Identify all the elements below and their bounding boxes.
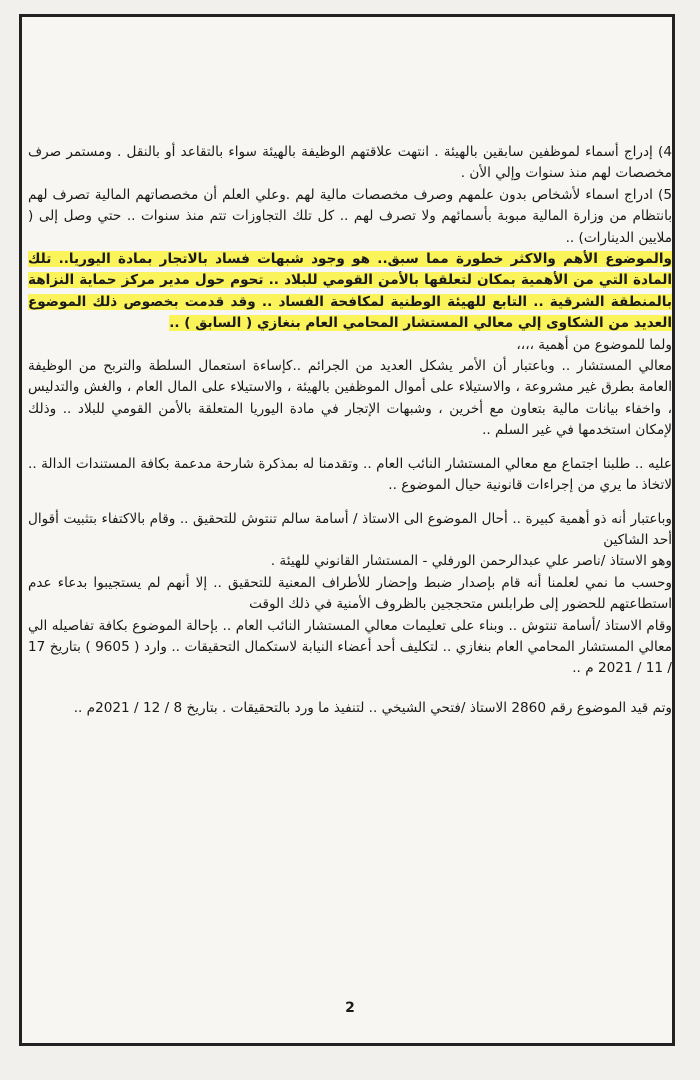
document-body bbox=[28, 142, 672, 719]
highlighted-paragraph bbox=[28, 249, 672, 335]
paragraph-meeting: عليه .. طلبنا اجتماع مع معالي المستشار النائب العام .. وتقدمنا له بمذكرة شارحة مدعمة بكافة المستندات الدالة .. لاتخاذ ما يري من إجراءات قانونية حيال الموضوع .. bbox=[28, 455, 672, 494]
paragraph-referral: وباعتبار أنه ذو أهمية كبيرة .. أحال الموضوع الى الاستاذ / أسامة سالم تنتوش للتحقيق .. وقام بالاكتفاء بتثبيت أقوال أحد الشاكين bbox=[28, 510, 672, 548]
paragraph-complainant: وهو الاستاذ /ناصر علي عبدالرحمن الورفلي - المستشار القانوني للهيئة . bbox=[270, 553, 672, 570]
list-number: 4) bbox=[658, 144, 672, 160]
paragraph-registration: وتم قيد الموضوع رقم 2860 الاستاذ /فتحي الشيخي .. لتنفيذ ما ورد بالتحقيقات . بتاريخ 8 / 12 / 2021م .. bbox=[73, 699, 672, 716]
list-text: ادراج اسماء لأشخاص بدون علمهم وصرف مخصصات مالية لهم .وعلي العلم أن مخصصاتهم المالية تصرف لهم بانتظام من وزارة المالية مبوبة بأسمائهم ولا تصرف لهم .. كل تلك التجاوزات تتم منذ سنوات .. حتي وصل إلى ( ملايين الدينارات) .. bbox=[28, 186, 672, 246]
page-number: 2 bbox=[345, 1000, 355, 1016]
list-text: إدراج أسماء لموظفين سابقين بالهيئة . انتهت علاقتهم الوظيفة بالهيئة سواء بالتقاعد أو بالنقل . ومستمر صرف مخصصات لهم منذ سنوات وإلي الأن . bbox=[28, 144, 672, 182]
paragraph-transfer: وقام الاستاذ /أسامة تنتوش .. وبناء على تعليمات معالي المستشار النائب العام .. بإحالة الموضوع بكافة تفاصيله الي معالي المستشار المحامي العام بنغازي .. لتكليف أحد أعضاء النيابة لاستكمال التحقيقات .. وارد ( 9605 ) بتاريخ 17 / 11 / 2021 م .. bbox=[28, 617, 672, 677]
list-item-4 bbox=[28, 142, 672, 185]
list-number: 5) bbox=[658, 186, 672, 203]
list-item-5 bbox=[28, 185, 672, 249]
paragraph-summons: وحسب ما نمي لعلمنا أنه قام بإصدار ضبط وإحضار للأطراف المعنية للتحقيق .. إلا أنهم لم يستجيبوا بدعاء عدم استطاعتهم للحضور إلى طرابلس متحججين بالظروف الأمنية في ذلك الوقت bbox=[28, 574, 672, 613]
paragraph-importance: ولما للموضوع من أهمية ،،،، bbox=[516, 336, 672, 353]
paragraph-crimes: معالي المستشار .. وباعتبار أن الأمر يشكل العديد من الجرائم ..كإساءة استعمال السلطة والتربح من الوظيفة العامة بطرق غير مشروعة ، والاستيلاء على أموال الموظفين بالهيئة ، والاستيلاء على المال العام ، والغش والتدليس ، واخفاء بيانات مالية بتعاون مع أخرين ، وشبهات الإتجار في مادة اليوريا المتعلقة بالأمن القومي للبلاد .. وذلك لإمكان استخدمها في غير السلم .. bbox=[28, 358, 672, 439]
highlighted-text: والموضوع الأهم والاكثر خطورة مما سبق.. هو وجود شبهات فساد بالاتجار بمادة اليوريا.. تلك المادة التي من الأهمية بمكان لتعلقها بالأمن القومي للبلاد .. تحوم حول مدير مركز حماية النزاهة بالمنطقة الشرقية .. التابع للهيئة الوطنية لمكافحة الفساد .. وقد قدمت بخصوص ذلك الموضوع العديد من الشكاوى إلي معالي المستشار المحامي العام بنغازي ( السابق ) .. bbox=[28, 251, 672, 332]
